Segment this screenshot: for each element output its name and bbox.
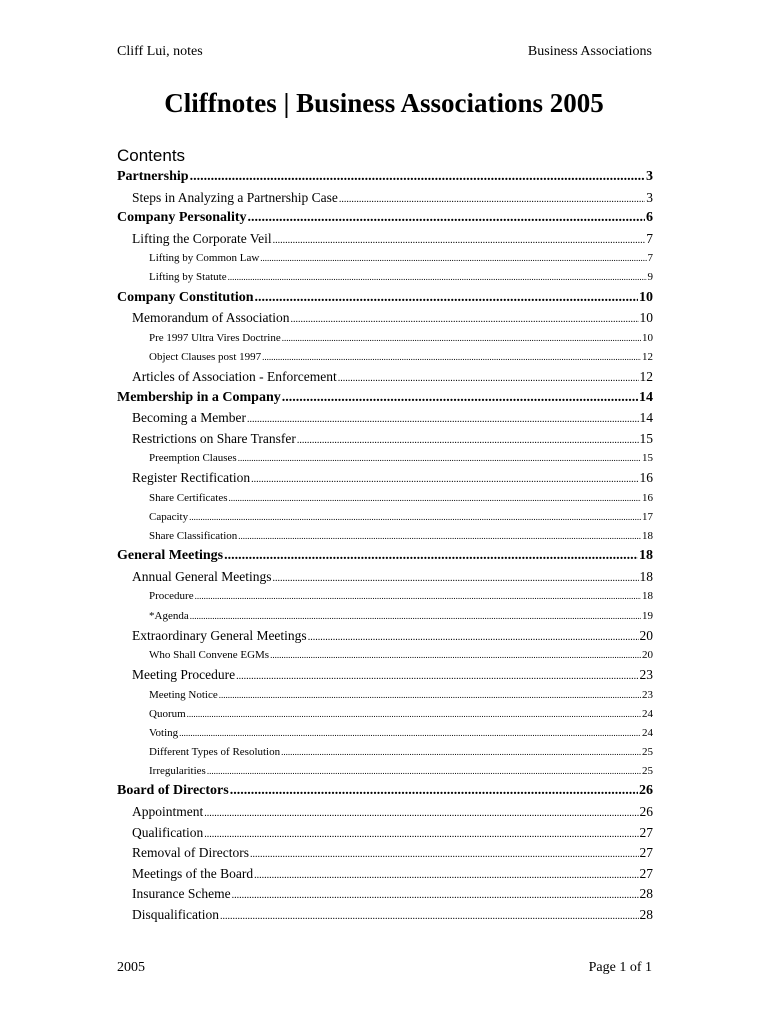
toc-entry-page: 12 bbox=[639, 368, 653, 384]
toc-entry-page: 3 bbox=[646, 169, 653, 184]
toc-dot-leader bbox=[204, 825, 638, 844]
toc-entry-page: 24 bbox=[642, 708, 653, 721]
toc-dot-leader bbox=[195, 587, 641, 606]
footer-year: 2005 bbox=[117, 960, 145, 975]
toc-entry[interactable] bbox=[117, 686, 653, 705]
toc-entry-title: Object Clauses post 1997 bbox=[149, 350, 262, 363]
contents-heading: Contents bbox=[117, 146, 186, 165]
toc-dot-leader bbox=[281, 743, 641, 762]
toc-entry-title: Appointment bbox=[132, 804, 204, 819]
toc-entry-page: 18 bbox=[639, 548, 653, 564]
toc-entry-title: Restrictions on Share Transfer bbox=[132, 430, 296, 446]
toc-entry-title: Qualification bbox=[132, 824, 204, 840]
toc-entry-title: Different Types of Resolution bbox=[149, 746, 281, 759]
toc-entry-page: 26 bbox=[639, 783, 653, 799]
toc-dot-leader bbox=[338, 369, 639, 388]
toc-entry[interactable] bbox=[117, 429, 653, 450]
toc-entry[interactable] bbox=[117, 527, 653, 546]
toc-entry-title: Company Constitution bbox=[117, 289, 254, 305]
toc-entry-page: 12 bbox=[642, 350, 653, 363]
toc-entry[interactable] bbox=[117, 329, 653, 348]
toc-entry-title: Quorum bbox=[149, 708, 186, 721]
toc-entry-page: 25 bbox=[642, 746, 653, 759]
header-author: Cliff Lui, notes bbox=[117, 44, 203, 59]
toc-entry-title: Capacity bbox=[149, 511, 189, 524]
toc-entry-page: 20 bbox=[639, 627, 653, 643]
toc-entry-title: Share Classification bbox=[149, 530, 238, 543]
toc-entry[interactable] bbox=[117, 665, 653, 686]
toc-entry-page: 10 bbox=[639, 310, 653, 326]
toc-entry-page: 28 bbox=[639, 886, 653, 902]
toc-entry[interactable] bbox=[117, 864, 653, 885]
toc-entry[interactable] bbox=[117, 705, 653, 724]
toc-entry-page: 7 bbox=[646, 230, 653, 246]
toc-entry-page: 16 bbox=[639, 470, 653, 486]
toc-dot-leader bbox=[220, 907, 639, 926]
toc-entry[interactable] bbox=[117, 646, 653, 665]
toc-entry-page: 16 bbox=[642, 492, 653, 504]
toc-dot-leader bbox=[250, 845, 639, 864]
toc-entry-title: Membership in a Company bbox=[117, 389, 281, 405]
toc-entry-title: Share Certificates bbox=[149, 492, 228, 504]
toc-dot-leader bbox=[228, 268, 647, 287]
toc-dot-leader bbox=[308, 628, 639, 647]
toc-dot-leader bbox=[262, 348, 641, 367]
toc-entry-page: 18 bbox=[639, 568, 653, 584]
toc-entry-title: Who Shall Convene EGMs bbox=[149, 649, 270, 662]
toc-entry-page: 23 bbox=[639, 667, 653, 683]
toc-entry[interactable] bbox=[117, 743, 653, 762]
toc-entry[interactable] bbox=[117, 308, 653, 329]
toc-entry[interactable] bbox=[117, 802, 653, 823]
toc-entry[interactable] bbox=[117, 823, 653, 844]
toc-entry-title: Partnership bbox=[117, 169, 189, 184]
toc-dot-leader bbox=[290, 310, 638, 329]
toc-entry-page: 3 bbox=[646, 189, 653, 205]
toc-entry-page: 6 bbox=[646, 210, 653, 226]
toc-entry[interactable] bbox=[117, 607, 653, 626]
toc-entry-title: Pre 1997 Ultra Vires Doctrine bbox=[149, 331, 281, 344]
toc-dot-leader bbox=[248, 208, 646, 229]
toc-entry-title: Steps in Analyzing a Partnership Case bbox=[132, 189, 338, 205]
toc-entry-page: 23 bbox=[642, 688, 653, 701]
toc-entry[interactable] bbox=[117, 367, 653, 388]
toc-dot-leader bbox=[224, 546, 638, 567]
toc-entry-title: Memorandum of Association bbox=[132, 310, 290, 326]
toc-entry-page: 24 bbox=[642, 727, 653, 740]
toc-entry[interactable] bbox=[117, 408, 653, 429]
toc-entry-page: 10 bbox=[639, 289, 653, 305]
toc-dot-leader bbox=[230, 781, 638, 802]
toc-entry-page: 7 bbox=[647, 252, 653, 265]
toc-entry[interactable] bbox=[117, 762, 653, 781]
toc-entry-page: 26 bbox=[639, 804, 653, 819]
toc-entry[interactable] bbox=[117, 268, 653, 287]
toc-entry[interactable] bbox=[117, 348, 653, 367]
toc-entry[interactable] bbox=[117, 489, 653, 508]
toc-entry[interactable] bbox=[117, 229, 653, 250]
toc-entry[interactable] bbox=[117, 905, 653, 926]
toc-entry-page: 28 bbox=[639, 906, 653, 922]
toc-entry-title: Meeting Notice bbox=[149, 688, 218, 701]
toc-dot-leader bbox=[190, 167, 645, 188]
toc-entry-page: 19 bbox=[642, 609, 653, 622]
toc-entry[interactable] bbox=[117, 288, 653, 309]
toc-entry-page: 27 bbox=[639, 865, 653, 881]
toc-entry-title: Articles of Association - Enforcement bbox=[132, 368, 337, 384]
toc-entry[interactable] bbox=[117, 587, 653, 606]
toc-entry[interactable] bbox=[117, 884, 653, 905]
toc-dot-leader bbox=[189, 508, 641, 527]
toc-dot-leader bbox=[204, 804, 638, 823]
toc-dot-leader bbox=[272, 569, 638, 588]
toc-entry-page: 15 bbox=[642, 452, 653, 465]
toc-entry-page: 27 bbox=[639, 824, 653, 840]
toc-entry-page: 14 bbox=[639, 389, 653, 405]
toc-entry-title: Lifting by Statute bbox=[149, 271, 227, 284]
toc-dot-leader bbox=[282, 388, 638, 409]
toc-dot-leader bbox=[260, 249, 646, 268]
table-of-contents bbox=[117, 167, 653, 926]
toc-entry[interactable] bbox=[117, 626, 653, 647]
toc-entry-title: Annual General Meetings bbox=[132, 568, 272, 584]
toc-entry-title: Register Rectification bbox=[132, 470, 251, 486]
toc-dot-leader bbox=[273, 231, 646, 250]
toc-entry-title: Irregularities bbox=[149, 765, 206, 778]
toc-entry-title: Disqualification bbox=[132, 906, 219, 922]
toc-entry[interactable] bbox=[117, 188, 653, 209]
toc-dot-leader bbox=[236, 667, 638, 686]
toc-entry-title: Insurance Scheme bbox=[132, 886, 231, 902]
toc-dot-leader bbox=[282, 329, 641, 348]
toc-dot-leader bbox=[187, 705, 641, 724]
toc-dot-leader bbox=[297, 431, 639, 450]
header-subject: Business Associations bbox=[527, 44, 652, 59]
toc-entry-title: Board of Directors bbox=[117, 783, 229, 799]
toc-dot-leader bbox=[270, 646, 641, 665]
toc-entry-title: Company Personality bbox=[117, 210, 247, 226]
toc-entry-page: 14 bbox=[639, 410, 653, 426]
toc-dot-leader bbox=[207, 762, 641, 781]
toc-entry[interactable] bbox=[117, 508, 653, 527]
toc-entry[interactable] bbox=[117, 167, 653, 188]
toc-entry-title: Meeting Procedure bbox=[132, 667, 236, 683]
toc-entry[interactable] bbox=[117, 208, 653, 229]
toc-entry-title: Preemption Clauses bbox=[149, 452, 237, 465]
toc-dot-leader bbox=[254, 866, 638, 885]
toc-entry-title: Lifting by Common Law bbox=[149, 252, 260, 265]
toc-entry-title: Extraordinary General Meetings bbox=[132, 627, 307, 643]
toc-entry[interactable] bbox=[117, 249, 653, 268]
toc-entry-title: Lifting the Corporate Veil bbox=[132, 230, 272, 246]
toc-dot-leader bbox=[179, 724, 641, 743]
toc-entry-page: 18 bbox=[642, 590, 653, 603]
toc-entry[interactable] bbox=[117, 546, 653, 567]
toc-entry-title: Removal of Directors bbox=[132, 845, 249, 861]
toc-entry[interactable] bbox=[117, 781, 653, 802]
toc-entry[interactable] bbox=[117, 449, 653, 468]
toc-entry[interactable] bbox=[117, 724, 653, 743]
toc-entry-title: Voting bbox=[149, 727, 179, 740]
toc-dot-leader bbox=[190, 607, 641, 626]
toc-dot-leader bbox=[238, 527, 641, 546]
toc-entry-page: 27 bbox=[639, 845, 653, 861]
toc-entry[interactable] bbox=[117, 468, 653, 489]
toc-entry-page: 20 bbox=[642, 649, 653, 662]
toc-dot-leader bbox=[255, 288, 638, 309]
toc-dot-leader bbox=[238, 449, 641, 468]
toc-dot-leader bbox=[339, 190, 645, 209]
toc-entry-page: 9 bbox=[647, 271, 653, 284]
footer-page-number: Page 1 of 1 bbox=[588, 960, 652, 975]
toc-entry-title: *Agenda bbox=[149, 609, 189, 622]
toc-entry-page: 15 bbox=[639, 430, 653, 446]
document-title: Cliffnotes | Business Associations 2005 bbox=[164, 88, 604, 118]
toc-dot-leader bbox=[229, 489, 642, 508]
toc-entry[interactable] bbox=[117, 388, 653, 409]
toc-entry-title: Becoming a Member bbox=[132, 410, 246, 426]
toc-entry-page: 10 bbox=[642, 331, 653, 344]
toc-dot-leader bbox=[219, 686, 641, 705]
toc-dot-leader bbox=[232, 886, 639, 905]
toc-dot-leader bbox=[251, 470, 638, 489]
toc-entry-title: General Meetings bbox=[117, 548, 224, 564]
toc-entry-page: 18 bbox=[642, 530, 653, 543]
toc-dot-leader bbox=[247, 410, 639, 429]
toc-entry-title: Meetings of the Board bbox=[132, 865, 254, 881]
toc-entry-page: 17 bbox=[642, 511, 653, 524]
toc-entry[interactable] bbox=[117, 567, 653, 588]
toc-entry-title: Procedure bbox=[149, 590, 194, 603]
toc-entry[interactable] bbox=[117, 843, 653, 864]
toc-entry-page: 25 bbox=[642, 765, 653, 778]
